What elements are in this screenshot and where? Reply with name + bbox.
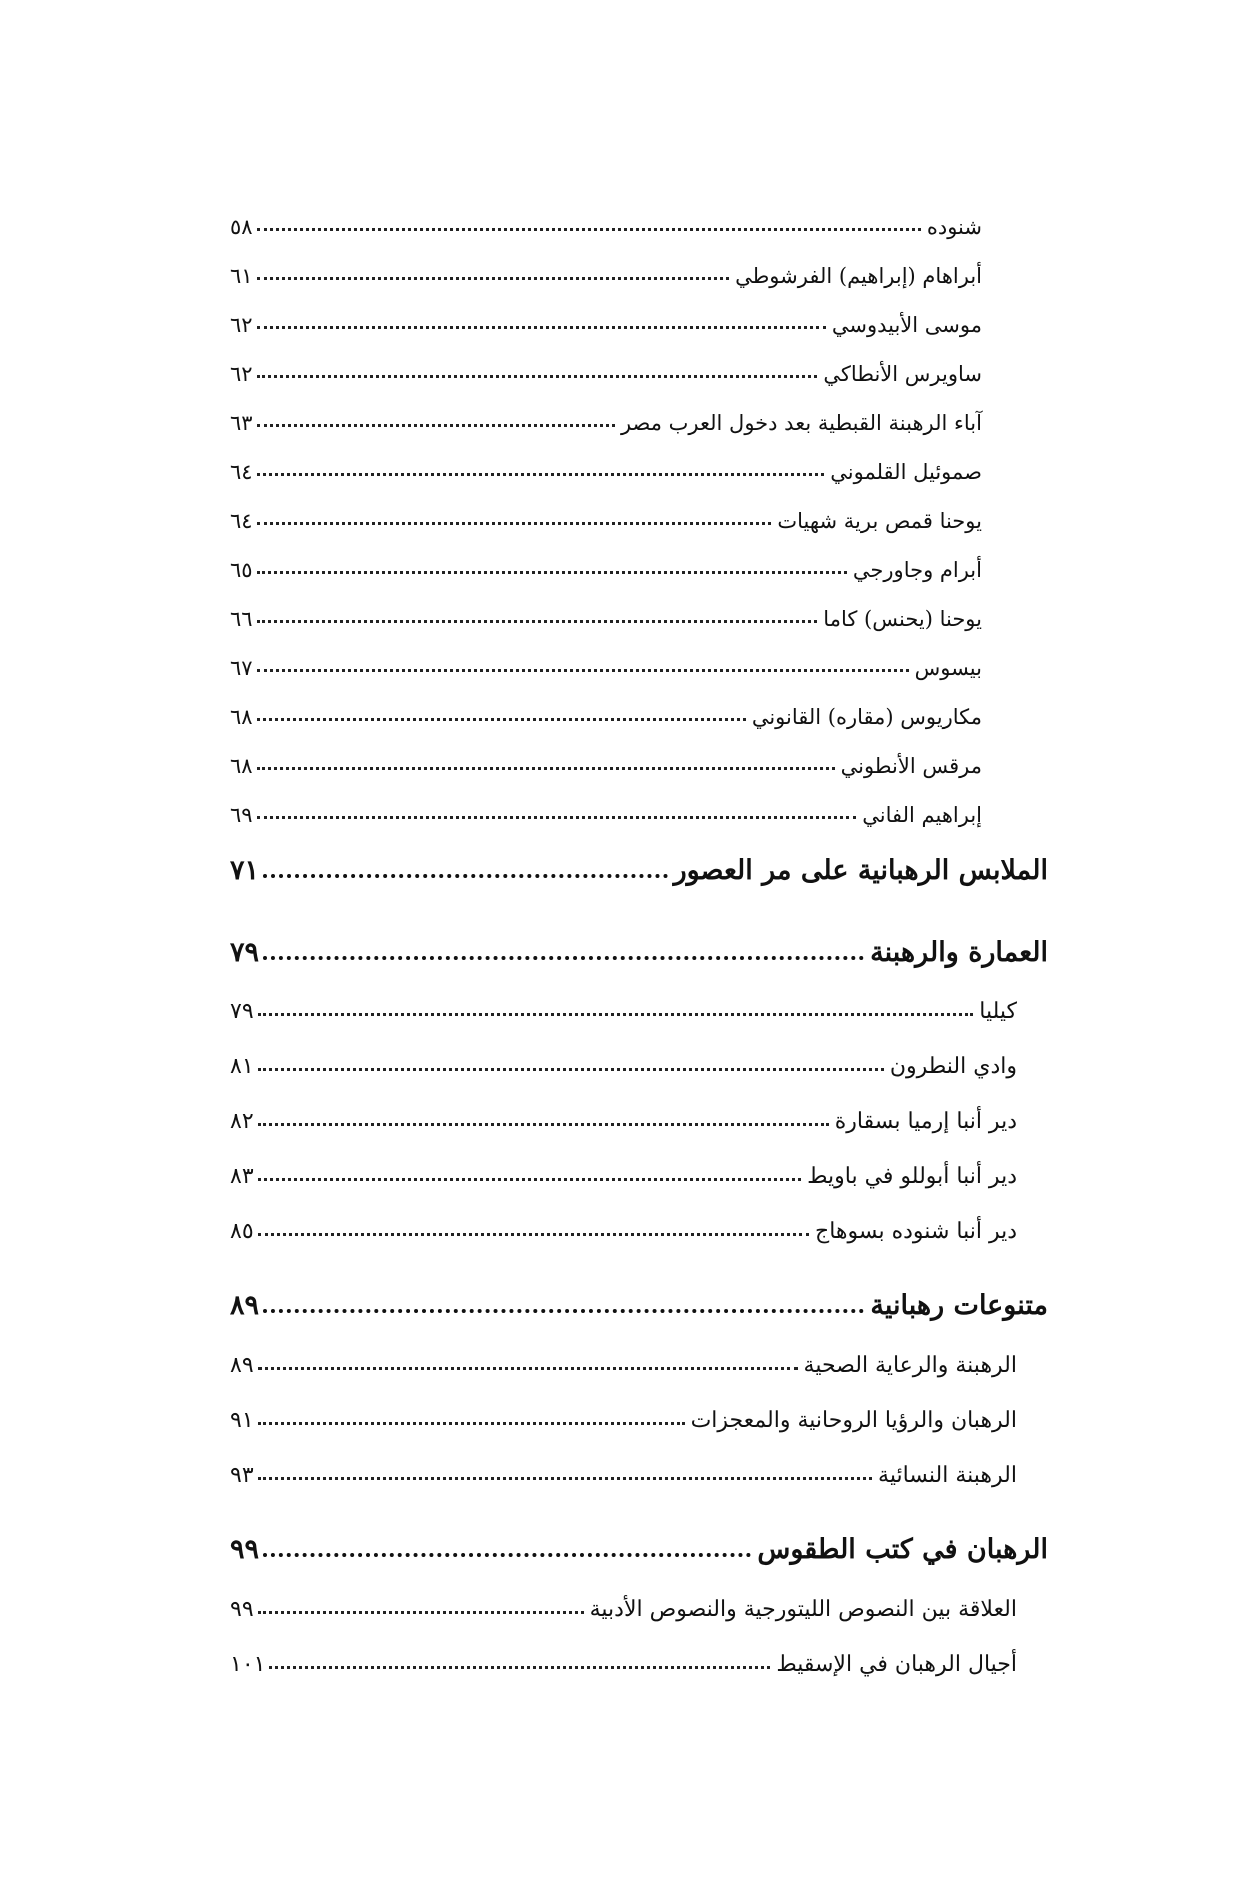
toc-chapter-title: الرهبان في كتب الطقوس <box>757 1534 1048 1566</box>
toc-entry-page: ٨٥ <box>230 1218 254 1244</box>
toc-entry-title: دير أنبا إرميا بسقارة <box>834 1108 1017 1134</box>
dot-leader <box>257 326 826 329</box>
toc-entry <box>230 494 982 534</box>
toc-chapter-page: ٨٩ <box>230 1290 260 1322</box>
toc-entry-title: الرهبان والرؤيا الروحانية والمعجزات <box>690 1407 1017 1433</box>
toc-chapter <box>230 1527 1048 1567</box>
dot-leader <box>257 473 825 476</box>
toc-chapter-page: ٧٩ <box>230 937 260 969</box>
toc-entry-title: الرهبنة النسائية <box>878 1462 1017 1488</box>
toc-entry-page: ٨١ <box>230 1053 254 1079</box>
dot-leader <box>258 1068 884 1071</box>
toc-entry-page: ٦٦ <box>230 606 253 631</box>
toc-entry-page: ٦٣ <box>230 410 253 435</box>
toc-entry <box>230 1095 1017 1135</box>
dot-leader <box>257 669 909 672</box>
dot-leader <box>258 1367 798 1370</box>
toc-entry <box>230 1040 1017 1080</box>
toc-chapter-page: ٩٩ <box>230 1534 260 1566</box>
toc-entry <box>230 1150 1017 1190</box>
dot-leader <box>257 620 818 623</box>
toc-entry <box>230 298 982 338</box>
dot-leader <box>258 1611 584 1614</box>
toc-chapter-page: ٧١ <box>230 855 260 887</box>
toc-entry-page: ٦٢ <box>230 312 253 337</box>
dot-leader <box>257 375 818 378</box>
toc-entry-title: صموئيل القلموني <box>830 459 982 484</box>
dot-leader <box>263 1553 751 1557</box>
toc-chapter <box>230 930 1048 970</box>
toc-entry-page: ٦٢ <box>230 361 253 386</box>
toc-entry-page: ٦٩ <box>230 802 253 827</box>
toc-chapter <box>230 848 1048 888</box>
toc-entry-title: آباء الرهبنة القبطية بعد دخول العرب مصر <box>620 410 982 435</box>
toc-entry <box>230 249 982 289</box>
toc-entry <box>230 1638 1017 1678</box>
toc-entry-page: ٦٧ <box>230 655 253 680</box>
toc-entry-title: أبراهام (إبراهيم) الفرشوطي <box>735 263 982 288</box>
toc-entry-title: ساويرس الأنطاكي <box>823 361 982 386</box>
dot-leader <box>257 767 835 770</box>
toc-entry-title: موسى الأبيدوسي <box>831 312 982 337</box>
toc-entry-title: مرقس الأنطوني <box>840 753 982 778</box>
toc-chapter-title: العمارة والرهبنة <box>870 937 1048 969</box>
toc-entry-title: أجيال الرهبان في الإسقيط <box>776 1651 1017 1677</box>
toc-entry-title: العلاقة بين النصوص الليتورجية والنصوص الأدبية <box>589 1596 1017 1622</box>
toc-entry-page: ٩١ <box>230 1407 254 1433</box>
toc-entry-page: ٩٩ <box>230 1596 254 1622</box>
toc-entry <box>230 1394 1017 1434</box>
toc-entry-title: إبراهيم الفاني <box>862 802 982 827</box>
toc-entry <box>230 1339 1017 1379</box>
toc-chapter-title: متنوعات رهبانية <box>870 1290 1048 1322</box>
dot-leader <box>258 1233 809 1236</box>
toc-entry <box>230 347 982 387</box>
toc-entry-title: دير أنبا شنوده بسوهاج <box>815 1218 1017 1244</box>
toc-entry-page: ٦٤ <box>230 459 253 484</box>
toc-entry-title: أبرام وجاورجي <box>852 557 982 582</box>
toc-entry-page: ١٠١ <box>230 1651 266 1677</box>
toc-entry-title: مكاريوس (مقاره) القانوني <box>751 704 982 729</box>
dot-leader <box>258 1178 801 1181</box>
toc-chapter-title: الملابس الرهبانية على مر العصور <box>673 855 1048 887</box>
toc-entry <box>230 788 982 828</box>
toc-entry <box>230 690 982 730</box>
toc-entry-title: شنوده <box>926 214 982 239</box>
toc-entry <box>230 641 982 681</box>
toc-entry-page: ٦١ <box>230 263 253 288</box>
toc-entry-title: دير أنبا أبوللو في باويط <box>807 1163 1017 1189</box>
toc-entry-page: ٦٥ <box>230 557 253 582</box>
dot-leader <box>263 1309 864 1313</box>
toc-entry-page: ٨٣ <box>230 1163 254 1189</box>
toc-entry <box>230 200 982 240</box>
toc-entry-page: ٩٣ <box>230 1462 254 1488</box>
toc-entry-title: وادي النطرون <box>889 1053 1017 1079</box>
dot-leader <box>258 1477 872 1480</box>
dot-leader <box>269 1666 770 1669</box>
toc-entry-page: ٥٨ <box>230 214 253 239</box>
toc-entry-title: الرهبنة والرعاية الصحية <box>803 1352 1017 1378</box>
dot-leader <box>258 1013 974 1016</box>
toc-entry <box>230 592 982 632</box>
toc-entry <box>230 543 982 583</box>
dot-leader <box>257 718 746 721</box>
dot-leader <box>257 816 857 819</box>
toc-entry-page: ٦٨ <box>230 753 253 778</box>
toc-entry-page: ٦٤ <box>230 508 253 533</box>
dot-leader <box>258 1123 829 1126</box>
toc-entry <box>230 739 982 779</box>
toc-entry-page: ٦٨ <box>230 704 253 729</box>
dot-leader <box>257 228 921 231</box>
dot-leader <box>258 1422 685 1425</box>
toc-entry <box>230 396 982 436</box>
toc-entry-title: بيسوس <box>914 655 982 680</box>
toc-entry <box>230 985 1017 1025</box>
toc-entry <box>230 445 982 485</box>
toc-entry-title: يوحنا (يحنس) كاما <box>823 606 982 631</box>
toc-entry <box>230 1583 1017 1623</box>
dot-leader <box>257 277 730 280</box>
toc-entry-title: يوحنا قمص برية شهيات <box>777 508 982 533</box>
toc-entry-page: ٨٩ <box>230 1352 254 1378</box>
dot-leader <box>263 956 864 960</box>
toc-entry-page: ٨٢ <box>230 1108 254 1134</box>
dot-leader <box>257 571 847 574</box>
dot-leader <box>263 874 668 878</box>
toc-entry-title: كيليا <box>979 998 1017 1024</box>
toc-entry <box>230 1205 1017 1245</box>
dot-leader <box>257 424 615 427</box>
dot-leader <box>257 522 772 525</box>
toc-chapter <box>230 1283 1048 1323</box>
toc-entry-page: ٧٩ <box>230 998 254 1024</box>
toc-entry <box>230 1449 1017 1489</box>
